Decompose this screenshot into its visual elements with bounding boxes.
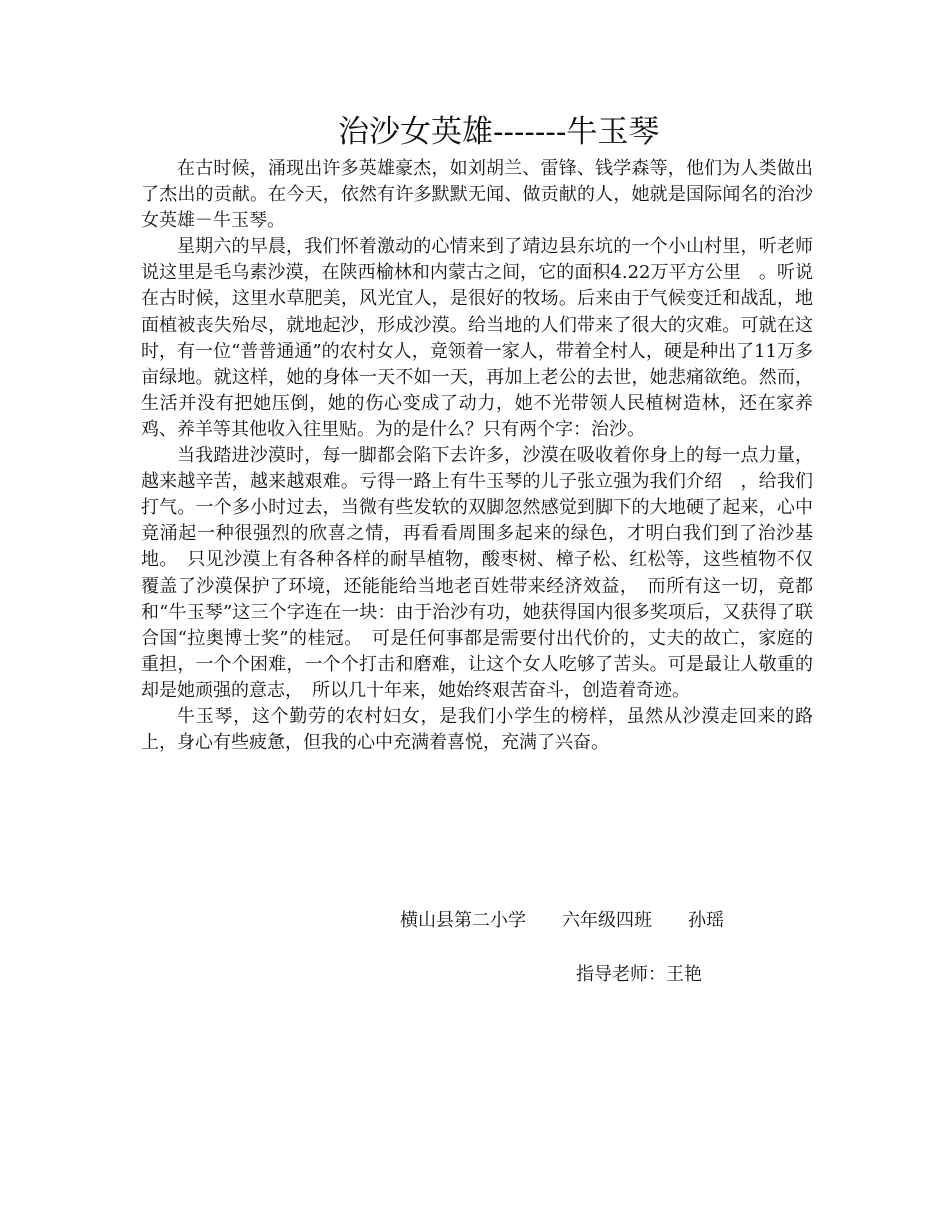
paragraph-1: 在古时候，涌现出许多英雄豪杰，如刘胡兰、雷锋、钱学森等，他们为人类做出了杰出的贡献。在今天，依然有许多默默无闻、做贡献的人，她就是国际闻名的治沙女英雄－牛玉琴。 xyxy=(141,158,813,232)
paragraph-3: 当我踏进沙漠时，每一脚都会陷下去许多，沙漠在吸收着你身上的每一点力量，越来越辛苦，越来越艰难。亏得一路上有牛玉琴的儿子张立强为我们介绍 ，给我们打气。一个多小时过去，当微有些发软的双脚忽然感觉到脚下的大地硬了起来，心中竟涌起一种很强烈的欣喜之情，再看看周围多起来的绿色，才明白我们到了治沙基地。 只见沙漠上有各种各样的耐旱植物，酸枣树、樟子松、红松等，这些植物不仅覆盖了沙漠保护了环境，还能能给当地老百姓带来经济效益， 而所有这一切，竟都和“牛玉琴”这三个字连在一块：由于治沙有功，她获得国内很多奖项后，又获得了联合国“拉奥博士奖”的桂冠。 可是任何事都是需要付出代价的，丈夫的故亡，家庭的重担，一个个困难，一个个打击和磨难，让这个女人吃够了苦头。可是最让人敬重的却是她顽强的意志， 所以几十年来，她始终艰苦奋斗，创造着奇迹。 xyxy=(141,445,813,701)
paragraph-4: 牛玉琴，这个勤劳的农村妇女，是我们小学生的榜样，虽然从沙漠走回来的路上，身心有些疲惫，但我的心中充满着喜悦，充满了兴奋。 xyxy=(141,705,813,754)
document-title: 治沙女英雄-------牛玉琴 xyxy=(338,114,660,150)
author-signature: 横山县第二小学 六年级四班 孙瑶 xyxy=(400,910,724,931)
document-body xyxy=(141,156,813,756)
paragraph-2: 星期六的早晨，我们怀着激动的心情来到了靖边县东坑的一个小山村里，听老师说这里是毛乌素沙漠，在陕西榆林和内蒙古之间，它的面积4.22万平方公里 。听说在古时候，这里水草肥美，风光宜人，是很好的牧场。后来由于气候变迁和战乱，地面植被丧失殆尽，就地起沙，形成沙漠。给当地的人们带来了很大的灾难。可就在这时，有一位“普普通通”的农村女人，竟领着一家人，带着全村人，硬是种出了11万多亩绿地。就这样，她的身体一天不如一天，再加上老公的去世，她悲痛欲绝。然而，生活并没有把她压倒，她的伤心变成了动力，她不光带领人民植树造林，还在家养鸡、养羊等其他收入往里贴。为的是什么？只有两个字：治沙。 xyxy=(141,236,813,440)
teacher-credit: 指导老师：王艳 xyxy=(576,964,702,985)
